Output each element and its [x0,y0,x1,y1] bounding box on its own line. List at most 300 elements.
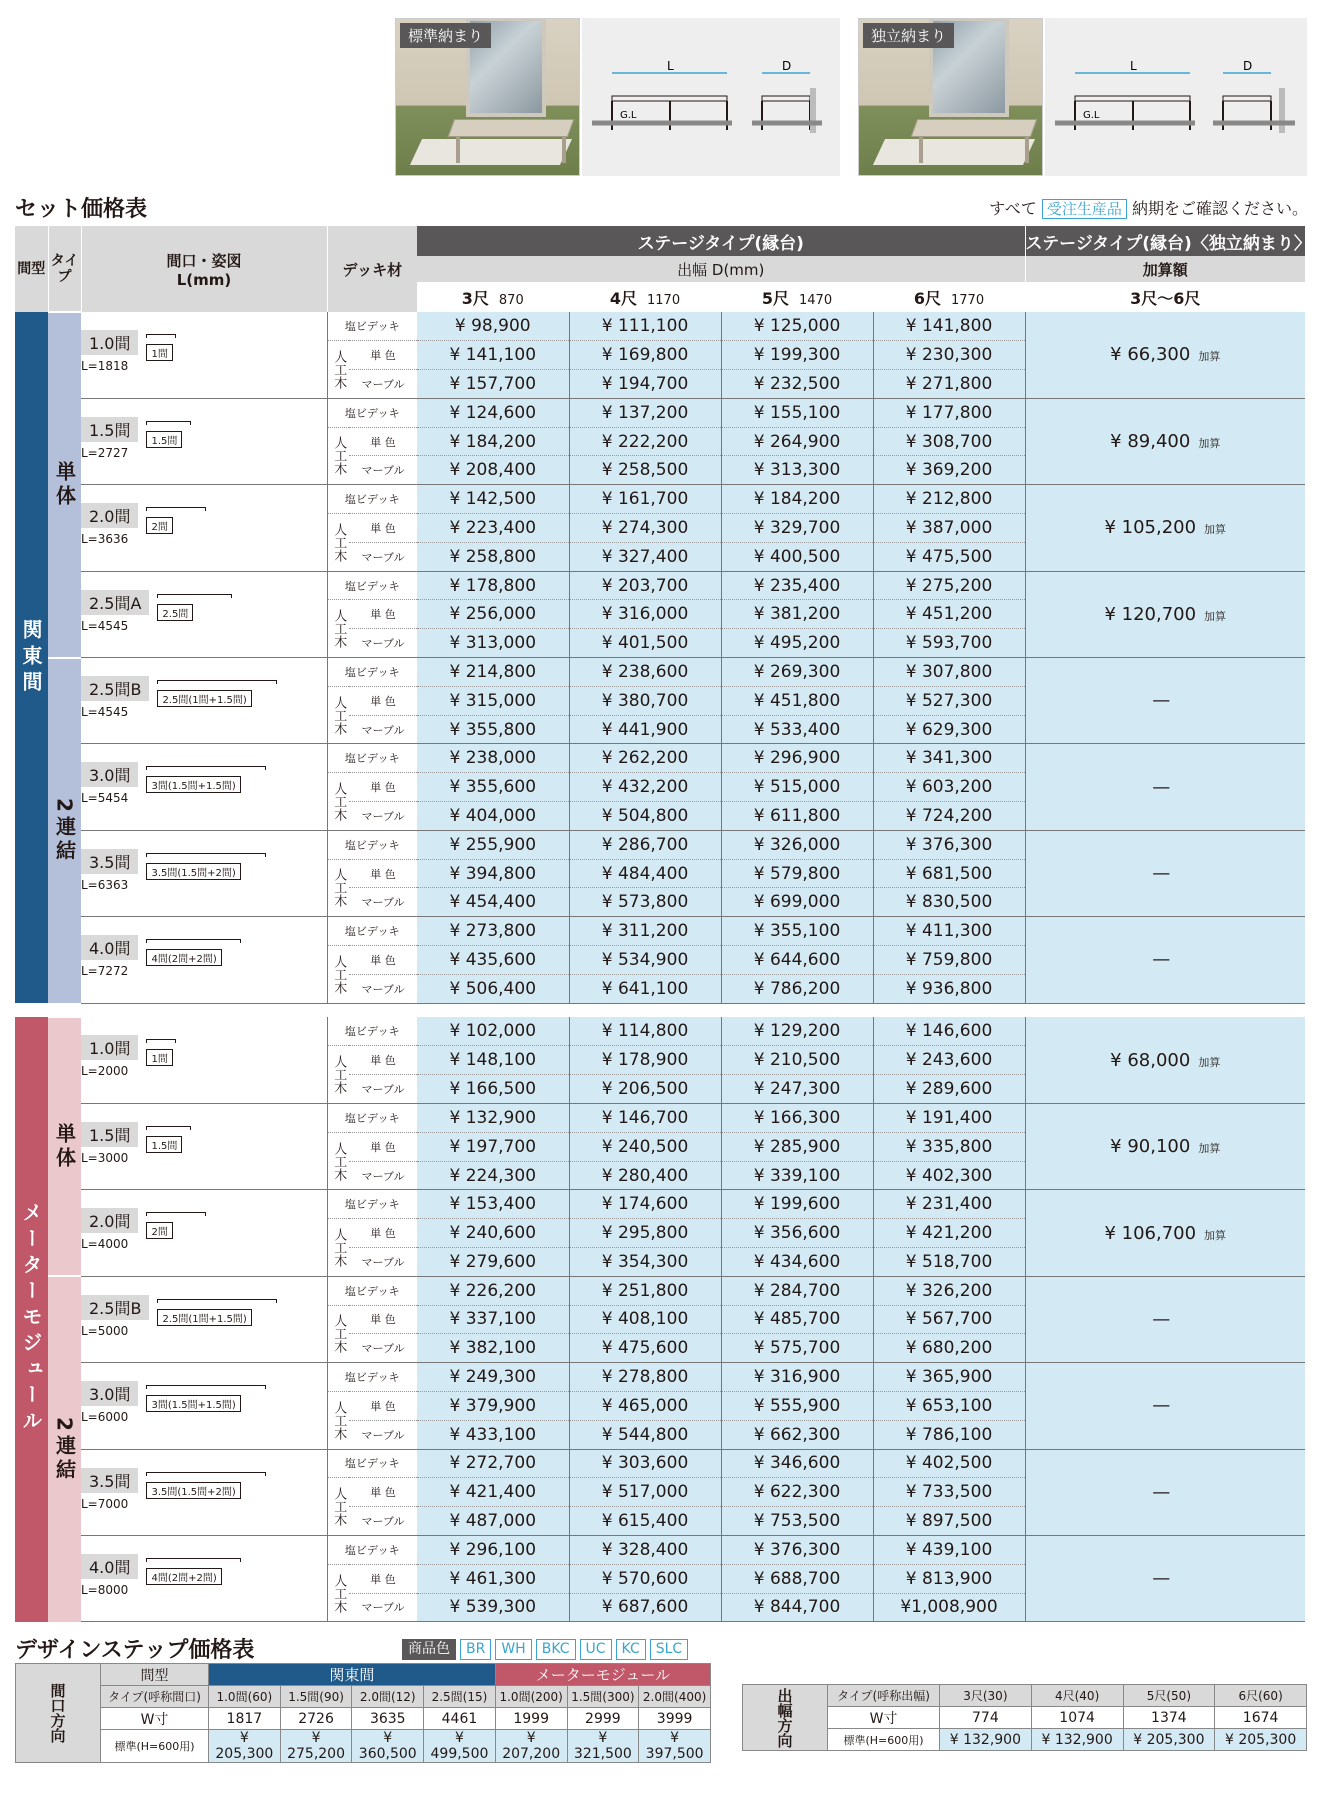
deck-jinkou: 人工木 [327,600,349,658]
price-cell: ¥ 271,800 [873,370,1025,399]
made-to-order-tag: 受注生産品 [1042,199,1127,219]
size-figure-label: 1間 [146,344,172,361]
dimension-diagram [582,18,840,176]
price-cell: ¥ 197,700 [417,1132,569,1161]
step-price-cell: ¥ 499,500 [424,1730,496,1763]
price-row [15,1363,1305,1392]
price-row [15,744,1305,773]
deck-marble: マーブル [349,888,417,917]
price-cell: ¥ 687,600 [569,1593,721,1622]
shaku-mm: 870 [498,292,524,308]
size-label: 1.0間 [81,1035,138,1060]
length-value: L=3636 [81,532,129,547]
price-cell: ¥ 451,200 [873,600,1025,629]
price-cell: ¥ 230,300 [873,341,1025,370]
step-front-table [15,1663,711,1763]
shaku-label: 5尺 [761,288,790,308]
type-cell: 4尺(40) [1031,1685,1123,1707]
w-cell: 1674 [1215,1707,1307,1729]
price-cell: ¥ 844,700 [721,1593,873,1622]
price-cell: ¥ 307,800 [873,658,1025,687]
col-type: タイプ [48,226,81,312]
price-cell: ¥ 235,400 [721,571,873,600]
deck-tanshoku: 単 色 [349,514,417,543]
price-row [15,1104,1305,1133]
price-cell: ¥ 137,200 [569,398,721,427]
deck-enbi: 塩ビデッキ [327,917,417,946]
length-value: L=3000 [81,1151,129,1166]
size-figure [146,766,266,793]
deck-enbi: 塩ビデッキ [327,658,417,687]
size-cell [81,571,327,657]
price-cell: ¥ 286,700 [569,830,721,859]
price-cell: ¥ 936,800 [873,974,1025,1003]
svg-text:L: L [1130,59,1137,73]
length-value: L=6363 [81,877,129,892]
price-cell: ¥ 753,500 [721,1507,873,1536]
price-cell: ¥ 184,200 [417,427,569,456]
add-cell [1025,571,1305,657]
add-unit: 加算 [1198,437,1221,451]
size-figure [146,1472,266,1499]
add-value: — [1152,1308,1171,1330]
price-row [15,398,1305,427]
size-figure-label: 4間(2間+2間) [146,1568,221,1585]
length-value: L=8000 [81,1582,129,1597]
price-cell: ¥ 487,000 [417,1507,569,1536]
price-cell: ¥ 897,500 [873,1507,1025,1536]
price-cell: ¥ 279,600 [417,1248,569,1277]
price-cell: ¥ 404,000 [417,802,569,831]
add-unit: 加算 [1204,609,1227,623]
deck-jinkou: 人工木 [327,1305,349,1363]
size-figure [157,594,232,621]
price-cell: ¥ 515,000 [721,773,873,802]
add-value: ¥ 106,700 [1104,1222,1197,1244]
size-label: 2.5間B [81,1295,149,1320]
price-cell: ¥ 454,400 [417,888,569,917]
add-value: — [1152,863,1171,885]
size-label: 1.5間 [81,1122,138,1147]
price-cell: ¥ 527,300 [873,686,1025,715]
col-size: 間口・姿図 L(mm) [81,226,327,312]
add-unit: 加算 [1198,350,1221,364]
step-price-cell: ¥ 132,900 [1031,1729,1123,1751]
w-cell: 1999 [495,1708,567,1730]
price-cell: ¥ 433,100 [417,1420,569,1449]
size-cell [81,1449,327,1535]
set-price-title: セット価格表 [15,197,148,222]
price-cell: ¥ 400,500 [721,542,873,571]
deck-tanshoku: 単 色 [349,859,417,888]
deck-marble: マーブル [349,802,417,831]
add-cell [1025,312,1305,398]
price-cell: ¥ 346,600 [721,1449,873,1478]
step-price-title: デザインステップ価格表 [15,1638,255,1663]
price-cell: ¥ 376,300 [721,1535,873,1564]
price-cell: ¥ 214,800 [417,658,569,687]
price-cell: ¥ 191,400 [873,1104,1025,1133]
price-cell: ¥ 238,600 [569,658,721,687]
size-label: 4.0間 [81,1554,138,1579]
deck-enbi: 塩ビデッキ [327,830,417,859]
w-label: W寸 [101,1708,209,1730]
price-cell: ¥ 327,400 [569,542,721,571]
price-cell: ¥ 475,600 [569,1334,721,1363]
svg-text:G.L: G.L [620,110,637,121]
price-cell: ¥ 311,200 [569,917,721,946]
deck-tanshoku: 単 色 [349,1046,417,1075]
type-label [48,1017,81,1276]
price-cell: ¥ 356,600 [721,1219,873,1248]
price-cell: ¥ 111,100 [569,312,721,341]
price-cell: ¥ 570,600 [569,1564,721,1593]
price-cell: ¥ 226,200 [417,1276,569,1305]
price-cell: ¥ 295,800 [569,1219,721,1248]
deck-tanshoku: 単 色 [349,1132,417,1161]
size-figure-label: 1間 [146,1049,172,1066]
diagram-standard [582,18,840,176]
price-cell: ¥ 313,300 [721,456,873,485]
price-cell: ¥ 285,900 [721,1132,873,1161]
size-cell [81,830,327,916]
side-label: 間口方向 [16,1664,101,1763]
price-cell: ¥ 296,900 [721,744,873,773]
add-cell [1025,1190,1305,1276]
price-cell: ¥ 240,600 [417,1219,569,1248]
length-value: L=4000 [81,1237,129,1252]
price-cell: ¥ 369,200 [873,456,1025,485]
price-cell: ¥ 124,600 [417,398,569,427]
add-cell [1025,485,1305,571]
deck-tanshoku: 単 色 [349,1564,417,1593]
w-cell: 1074 [1031,1707,1123,1729]
price-row [15,830,1305,859]
type-name: 単体 [52,1122,77,1171]
length-value: L=7272 [81,964,129,979]
maken-label: 間型 [101,1664,209,1686]
std-label: 標準(H=600用) [828,1729,940,1751]
price-cell: ¥ 629,300 [873,715,1025,744]
price-cell: ¥ 830,500 [873,888,1025,917]
add-value: — [1152,949,1171,971]
add-value: — [1152,690,1171,712]
w-cell: 1817 [209,1708,281,1730]
price-cell: ¥ 177,800 [873,398,1025,427]
price-cell: ¥ 269,300 [721,658,873,687]
price-cell: ¥ 593,700 [873,629,1025,658]
side-label: 出幅方向 [743,1685,828,1751]
price-cell: ¥ 148,100 [417,1046,569,1075]
add-value: ¥ 120,700 [1104,603,1197,625]
deck-jinkou: 人工木 [327,341,349,399]
depth-col-5 [721,282,873,312]
length-value: L=1818 [81,359,129,373]
product-colors [402,1639,688,1660]
size-label: 4.0間 [81,935,138,960]
shaku-label: 4尺 [609,288,638,308]
price-cell: ¥ 98,900 [417,312,569,341]
length-value: L=5454 [81,791,129,806]
type-label [48,1276,81,1622]
size-cell [81,1276,327,1362]
stage-ind-header: ステージタイプ(縁台)〈独立納まり〉 [1025,226,1305,256]
price-cell: ¥ 273,800 [417,917,569,946]
w-cell: 3999 [639,1708,711,1730]
deck-enbi: 塩ビデッキ [327,1449,417,1478]
add-unit: 加算 [1198,1055,1221,1069]
svg-text:D: D [1243,59,1253,73]
price-cell: ¥ 485,700 [721,1305,873,1334]
price-cell: ¥ 439,100 [873,1535,1025,1564]
colors-label: 商品色 [402,1639,456,1660]
price-cell: ¥ 114,800 [569,1017,721,1046]
price-cell: ¥ 465,000 [569,1391,721,1420]
deck-marble: マーブル [349,1507,417,1536]
type-label [48,658,81,1004]
deck-jinkou: 人工木 [327,1046,349,1104]
deck-jinkou: 人工木 [327,686,349,744]
add-unit: 加算 [1204,523,1227,537]
type-cell: 1.0間(200) [495,1686,567,1708]
deck-enbi: 塩ビデッキ [327,1190,417,1219]
price-cell: ¥ 622,300 [721,1478,873,1507]
size-figure [146,1385,266,1412]
price-cell: ¥ 251,800 [569,1276,721,1305]
deck-tanshoku: 単 色 [349,427,417,456]
price-row [15,312,1305,341]
w-cell: 3635 [352,1708,424,1730]
price-cell: ¥ 435,600 [417,946,569,975]
type-name: 2連結 [52,797,77,864]
price-cell: ¥ 567,700 [873,1305,1025,1334]
shaku-mm: 1770 [951,292,985,308]
price-cell: ¥ 129,200 [721,1017,873,1046]
type-cell: 1.0間(60) [209,1686,281,1708]
type-name: 単体 [52,460,77,509]
deck-marble: マーブル [349,456,417,485]
price-cell: ¥ 240,500 [569,1132,721,1161]
size-label: 3.0間 [81,1381,138,1406]
add-cell [1025,1535,1305,1621]
price-cell: ¥ 381,200 [721,600,873,629]
region-name: 関東間 [19,618,43,697]
price-cell: ¥ 335,800 [873,1132,1025,1161]
deck-marble: マーブル [349,629,417,658]
diagram-independent [1045,18,1307,176]
deck-marble: マーブル [349,1593,417,1622]
price-cell: ¥ 733,500 [873,1478,1025,1507]
price-cell: ¥ 222,200 [569,427,721,456]
price-cell: ¥ 380,700 [569,686,721,715]
step-price-cell: ¥ 205,300 [209,1730,281,1763]
price-cell: ¥ 441,900 [569,715,721,744]
price-cell: ¥ 653,100 [873,1391,1025,1420]
svg-text:G.L: G.L [1083,110,1100,121]
size-cell [81,744,327,830]
shaku-label: 3尺 [461,288,489,308]
deck-tanshoku: 単 色 [349,1478,417,1507]
add-value: ¥ 105,200 [1104,517,1197,539]
deck-jinkou: 人工木 [327,514,349,572]
type-label: タイプ(呼称間口) [101,1686,209,1708]
col-maken: 間型 [15,226,48,312]
price-cell: ¥ 408,100 [569,1305,721,1334]
add-value: ¥ 89,400 [1110,431,1191,453]
size-figure [146,1212,206,1239]
type-cell: 2.0間(12) [352,1686,424,1708]
price-row [15,1276,1305,1305]
add-cell [1025,917,1305,1003]
price-row [15,1017,1305,1046]
photo-tag: 独立納まり [863,23,954,48]
price-cell: ¥ 231,400 [873,1190,1025,1219]
region-label [15,312,48,1003]
deck-tanshoku: 単 色 [349,1305,417,1334]
shaku-mm: 1470 [799,292,833,308]
deck-jinkou: 人工木 [327,946,349,1004]
depth-col-3 [417,282,569,312]
deck-tanshoku: 単 色 [349,686,417,715]
price-cell: ¥ 376,300 [873,830,1025,859]
size-figure-label: 1.5間 [146,1136,182,1153]
size-figure [146,939,241,966]
price-cell: ¥ 329,700 [721,514,873,543]
photo-independent [858,18,1043,176]
price-cell: ¥ 296,100 [417,1535,569,1564]
size-cell [81,1017,327,1103]
price-cell: ¥ 272,700 [417,1449,569,1478]
add-value: — [1152,1481,1171,1503]
price-cell: ¥ 249,300 [417,1363,569,1392]
deck-jinkou: 人工木 [327,1391,349,1449]
size-figure-label: 4間(2間+2間) [146,949,221,966]
price-cell: ¥ 432,200 [569,773,721,802]
price-cell: ¥ 308,700 [873,427,1025,456]
color-chip: SLC [650,1639,688,1660]
size-label: 1.5間 [81,417,138,442]
price-cell: ¥ 365,900 [873,1363,1025,1392]
w-cell: 2726 [280,1708,352,1730]
price-cell: ¥ 534,900 [569,946,721,975]
size-cell [81,1104,327,1190]
price-cell: ¥ 517,000 [569,1478,721,1507]
length-value: L=7000 [81,1496,129,1511]
price-cell: ¥ 402,500 [873,1449,1025,1478]
deck-marble: マーブル [349,1420,417,1449]
depth-header: 出幅 D(mm) [417,256,1025,282]
price-cell: ¥ 153,400 [417,1190,569,1219]
kanto-header: 関東間 [209,1664,496,1686]
price-cell: ¥ 203,700 [569,571,721,600]
type-cell: 3尺(30) [940,1685,1032,1707]
price-cell: ¥ 688,700 [721,1564,873,1593]
add-cell [1025,1363,1305,1449]
region-label [15,1017,48,1622]
price-cell: ¥ 161,700 [569,485,721,514]
add-value: — [1152,1568,1171,1590]
photo-tag: 標準納まり [400,23,491,48]
price-cell: ¥ 238,000 [417,744,569,773]
addsum-header: 加算額 [1025,256,1305,282]
deck-enbi: 塩ビデッキ [327,1276,417,1305]
step-price-cell: ¥ 360,500 [352,1730,424,1763]
price-cell: ¥ 278,800 [569,1363,721,1392]
step-price-cell: ¥ 397,500 [639,1730,711,1763]
price-cell: ¥ 533,400 [721,715,873,744]
deck-marble: マーブル [349,1075,417,1104]
size-figure-label: 3.5間(1.5間+2間) [146,1482,240,1499]
price-cell: ¥ 208,400 [417,456,569,485]
size-figure [146,853,266,880]
note-post: 納期をご確認ください。 [1131,199,1308,218]
w-label: W寸 [828,1707,940,1729]
price-cell: ¥ 539,300 [417,1593,569,1622]
size-cell [81,917,327,1003]
size-cell [81,1363,327,1449]
price-row [15,658,1305,687]
size-figure-label: 2.5間 [157,604,193,621]
col-deck: デッキ材 [327,226,417,312]
add-value: — [1152,776,1171,798]
price-cell: ¥ 206,500 [569,1075,721,1104]
price-cell: ¥ 157,700 [417,370,569,399]
price-cell: ¥ 680,200 [873,1334,1025,1363]
price-row [15,485,1305,514]
deck-tanshoku: 単 色 [349,946,417,975]
type-cell: 2.0間(400) [639,1686,711,1708]
w-cell: 2999 [567,1708,639,1730]
size-figure [157,680,277,707]
color-chip: KC [616,1639,646,1660]
price-cell: ¥ 132,900 [417,1104,569,1133]
region-name: メーターモジュール [19,1202,43,1437]
size-figure-label: 3間(1.5間+1.5間) [146,776,240,793]
size-cell [81,312,327,398]
price-cell: ¥ 421,200 [873,1219,1025,1248]
price-cell: ¥ 495,200 [721,629,873,658]
size-label: 2.5間A [81,590,149,615]
add-cell [1025,744,1305,830]
size-figure-label: 3間(1.5間+1.5間) [146,1395,240,1412]
price-cell: ¥ 504,800 [569,802,721,831]
price-cell: ¥ 199,600 [721,1190,873,1219]
price-cell: ¥ 355,100 [721,917,873,946]
price-cell: ¥ 174,600 [569,1190,721,1219]
deck-tanshoku: 単 色 [349,600,417,629]
price-cell: ¥ 212,800 [873,485,1025,514]
add-cell [1025,658,1305,744]
price-cell: ¥ 354,300 [569,1248,721,1277]
add-cell [1025,1104,1305,1190]
step-price-cell: ¥ 205,300 [1123,1729,1215,1751]
price-cell: ¥ 146,700 [569,1104,721,1133]
price-cell: ¥ 224,300 [417,1161,569,1190]
price-row [15,571,1305,600]
type-cell: 1.5間(90) [280,1686,352,1708]
note-pre: すべて [989,199,1037,218]
step-price-cell: ¥ 321,500 [567,1730,639,1763]
price-cell: ¥ 337,100 [417,1305,569,1334]
price-cell: ¥ 681,500 [873,859,1025,888]
size-label: 2.0間 [81,503,138,528]
shaku-label: 6尺 [913,288,942,308]
size-figure [157,1299,277,1326]
deck-jinkou: 人工木 [327,1219,349,1277]
price-cell: ¥ 247,300 [721,1075,873,1104]
price-cell: ¥ 313,000 [417,629,569,658]
price-cell: ¥ 166,500 [417,1075,569,1104]
